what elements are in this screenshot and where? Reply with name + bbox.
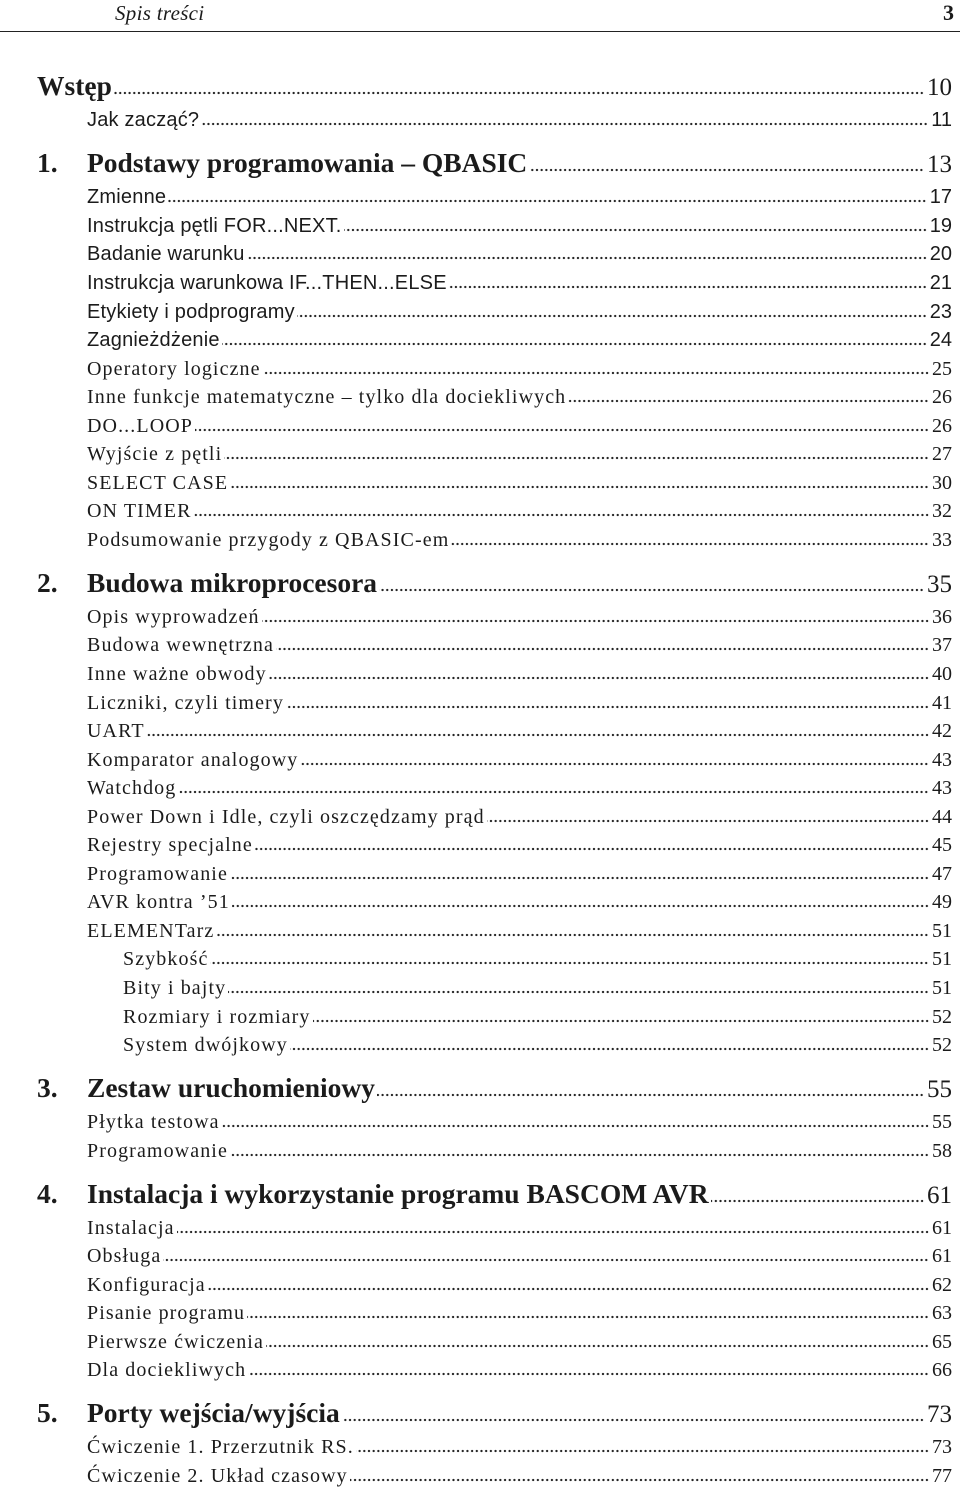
toc-section-row (37, 917, 952, 946)
section-title: Jak zacząć? (87, 109, 200, 132)
page-number: 51 (932, 919, 952, 942)
dot-leader (210, 961, 929, 965)
chapter-title: Porty wejścia/wyjścia (87, 1397, 340, 1429)
page-number: 66 (932, 1359, 952, 1382)
toc-section-row (37, 1271, 952, 1300)
dot-leader (208, 1287, 929, 1291)
dot-leader (356, 1449, 929, 1453)
dot-leader (201, 122, 928, 126)
header-page-number: 3 (943, 0, 954, 25)
chapter-title: Budowa mikroprocesora (87, 566, 378, 598)
section-title: Inne funkcje matematyczne – tylko dla dociekliwych (87, 386, 567, 409)
dot-leader (263, 371, 929, 375)
page-number: 36 (932, 605, 952, 628)
page-number: 10 (927, 74, 952, 102)
header-rule (0, 31, 960, 32)
section-title: Zagnieżdżenie (87, 329, 220, 352)
page-number: 58 (932, 1139, 952, 1162)
dot-leader (350, 1478, 929, 1482)
toc-subsection-row (37, 974, 952, 1003)
section-title: ELEMENTarz (87, 919, 215, 942)
page-number: 52 (932, 1005, 952, 1028)
dot-leader (344, 228, 927, 232)
toc-chapter-row (37, 555, 952, 603)
dot-leader (177, 1230, 929, 1234)
section-title: Operatory logiczne (87, 357, 261, 380)
section-title: AVR kontra ’51 (87, 891, 230, 914)
toc-section-row (37, 355, 952, 384)
page-number: 37 (932, 634, 952, 657)
page-number: 43 (932, 748, 952, 771)
page-number: 11 (931, 109, 952, 132)
dot-leader (451, 542, 929, 546)
chapter-title: Instalacja i wykorzystanie programu BASCOM AVR (87, 1177, 709, 1209)
section-title: Badanie warunku (87, 243, 245, 266)
dot-leader (255, 847, 929, 851)
dot-leader (114, 91, 924, 95)
toc-section-row (37, 269, 952, 298)
page-number: 40 (932, 663, 952, 686)
toc-chapter-row (37, 1385, 952, 1433)
toc-subsection-row (37, 1003, 952, 1032)
page-number: 61 (932, 1245, 952, 1268)
toc-section-row (37, 298, 952, 327)
dot-leader (276, 647, 929, 651)
section-title: Programowanie (87, 1139, 228, 1162)
section-title: Wyjście z pętli (87, 443, 223, 466)
toc-section-row (37, 1137, 952, 1166)
page-number: 26 (932, 386, 952, 409)
chapter-title: Podstawy programowania – QBASIC (87, 147, 528, 179)
dot-leader (487, 819, 929, 823)
dot-leader (300, 762, 929, 766)
toc-chapter-row (37, 135, 952, 183)
toc-section-row (37, 526, 952, 555)
page-number: 51 (932, 948, 952, 971)
section-title: Instrukcja pętli FOR...NEXT. (87, 214, 342, 237)
toc-subsection-row (37, 945, 952, 974)
dot-leader (222, 342, 927, 346)
page-number: 73 (927, 1401, 952, 1429)
toc-section-row (37, 183, 952, 212)
toc-section-row (37, 717, 952, 746)
dot-leader (297, 314, 927, 318)
dot-leader (230, 876, 929, 880)
page-number: 25 (932, 357, 952, 380)
page-number: 51 (932, 977, 952, 1000)
section-title: Budowa wewnętrzna (87, 634, 274, 657)
page-number: 17 (929, 186, 952, 209)
dot-leader (230, 485, 929, 489)
page-number: 27 (932, 443, 952, 466)
section-title: Opis wyprowadzeń (87, 605, 260, 628)
page-number: 35 (927, 570, 952, 598)
toc-section-row (37, 383, 952, 412)
dot-leader (194, 513, 929, 517)
page-number: 55 (932, 1111, 952, 1134)
toc-section-row (37, 326, 952, 355)
toc-section-row (37, 860, 952, 889)
dot-leader (711, 1199, 924, 1203)
section-title: Liczniki, czyli timery (87, 691, 284, 714)
section-title: Ćwiczenie 2. Układ czasowy (87, 1464, 348, 1487)
subsection-title: Rozmiary i rozmiary (123, 1005, 311, 1028)
page-number: 33 (932, 528, 952, 551)
dot-leader (313, 1019, 929, 1023)
section-title: DO...LOOP (87, 414, 194, 437)
page-number: 20 (929, 243, 952, 266)
chapter-number: 5. (37, 1397, 58, 1429)
toc-section-row (37, 603, 952, 632)
section-title: Podsumowanie przygody z QBASIC-em (87, 528, 450, 551)
page-number: 32 (932, 500, 952, 523)
toc-section-row (37, 1108, 952, 1137)
dot-leader (248, 1372, 929, 1376)
dot-leader (529, 168, 924, 172)
page-number: 42 (932, 720, 952, 743)
dot-leader (232, 904, 929, 908)
chapter-number: 3. (37, 1072, 58, 1104)
toc-chapter-row (37, 58, 952, 106)
dot-leader (216, 933, 929, 937)
toc-section-row (37, 831, 952, 860)
section-title: Instalacja (87, 1216, 175, 1239)
toc-section-row (37, 1356, 952, 1385)
toc-section-row (37, 774, 952, 803)
dot-leader (230, 1153, 929, 1157)
toc-section-row (37, 106, 952, 135)
section-title: Obsługa (87, 1245, 162, 1268)
dot-leader (247, 256, 927, 260)
section-title: Pisanie programu (87, 1302, 246, 1325)
section-title: Instrukcja warunkowa IF...THEN...ELSE (87, 272, 447, 295)
dot-leader (379, 588, 924, 592)
toc-chapter-row (37, 1165, 952, 1213)
dot-leader (286, 705, 929, 709)
section-title: Etykiety i podprogramy (87, 300, 295, 323)
section-title: Programowanie (87, 862, 228, 885)
page-number: 41 (932, 691, 952, 714)
dot-leader (224, 456, 929, 460)
page-number: 65 (932, 1330, 952, 1353)
dot-leader (449, 285, 927, 289)
page-number: 62 (932, 1273, 952, 1296)
page-number: 55 (927, 1076, 952, 1104)
toc-section-row (37, 240, 952, 269)
page-number: 21 (929, 272, 952, 295)
page-number: 19 (929, 214, 952, 237)
dot-leader (269, 676, 929, 680)
page-number: 43 (932, 777, 952, 800)
toc-subsection-row (37, 1031, 952, 1060)
toc-section-row (37, 412, 952, 441)
dot-leader (147, 733, 929, 737)
toc-section-row (37, 440, 952, 469)
page-number: 73 (932, 1436, 952, 1459)
dot-leader (247, 1315, 929, 1319)
toc-section-row (37, 803, 952, 832)
section-title: Płytka testowa (87, 1111, 220, 1134)
toc-section-row (37, 631, 952, 660)
chapter-number: 4. (37, 1177, 58, 1209)
section-title: Power Down i Idle, czyli oszczędzamy prąd (87, 805, 485, 828)
page-number: 77 (932, 1464, 952, 1487)
section-title: ON TIMER (87, 500, 192, 523)
chapter-number: 2. (37, 566, 58, 598)
dot-leader (262, 619, 929, 623)
section-title: Ćwiczenie 1. Przerzutnik RS. (87, 1436, 354, 1459)
section-title: Konfiguracja (87, 1273, 206, 1296)
section-title: Inne ważne obwody (87, 663, 267, 686)
page-number: 26 (932, 414, 952, 437)
dot-leader (342, 1418, 924, 1422)
page-number: 61 (927, 1181, 952, 1209)
page-number: 24 (929, 329, 952, 352)
toc-section-row (37, 1328, 952, 1357)
chapter-title: Zestaw uruchomieniowy (87, 1072, 375, 1104)
section-title: UART (87, 720, 145, 743)
toc-section-row (37, 1299, 952, 1328)
toc-section-row (37, 689, 952, 718)
toc-section-row (37, 1214, 952, 1243)
page-number: 13 (927, 151, 952, 179)
toc-section-row (37, 660, 952, 689)
running-title: Spis treści (115, 1, 205, 25)
dot-leader (222, 1124, 929, 1128)
section-title: Zmienne (87, 186, 167, 209)
dot-leader (568, 399, 929, 403)
page-number: 23 (929, 300, 952, 323)
page-number: 30 (932, 471, 952, 494)
toc-section-row (37, 1462, 952, 1491)
dot-leader (163, 1258, 929, 1262)
dot-leader (266, 1344, 929, 1348)
toc-section-row (37, 469, 952, 498)
chapter-number: 1. (37, 147, 58, 179)
section-title: Dla dociekliwych (87, 1359, 247, 1382)
section-title: SELECT CASE (87, 471, 229, 494)
dot-leader (168, 199, 927, 203)
subsection-title: System dwójkowy (123, 1034, 288, 1057)
page-number: 49 (932, 891, 952, 914)
page-number: 44 (932, 805, 952, 828)
toc-section-row (37, 1242, 952, 1271)
page-number: 63 (932, 1302, 952, 1325)
subsection-title: Bity i bajty (123, 977, 227, 1000)
dot-leader (228, 990, 929, 994)
table-of-contents (37, 58, 952, 1490)
chapter-title: Wstęp (37, 70, 112, 102)
section-title: Komparator analogowy (87, 748, 299, 771)
toc-section-row (37, 1433, 952, 1462)
section-title: Rejestry specjalne (87, 834, 253, 857)
dot-leader (195, 428, 929, 432)
page-number: 61 (932, 1216, 952, 1239)
toc-section-row (37, 497, 952, 526)
toc-section-row (37, 212, 952, 241)
toc-section-row (37, 888, 952, 917)
section-title: Pierwsze ćwiczenia (87, 1330, 264, 1353)
toc-chapter-row (37, 1060, 952, 1108)
dot-leader (377, 1093, 924, 1097)
page-number: 45 (932, 834, 952, 857)
page-number: 52 (932, 1034, 952, 1057)
toc-section-row (37, 746, 952, 775)
dot-leader (178, 790, 929, 794)
dot-leader (290, 1047, 929, 1051)
subsection-title: Szybkość (123, 948, 209, 971)
section-title: Watchdog (87, 777, 177, 800)
page-number: 47 (932, 862, 952, 885)
